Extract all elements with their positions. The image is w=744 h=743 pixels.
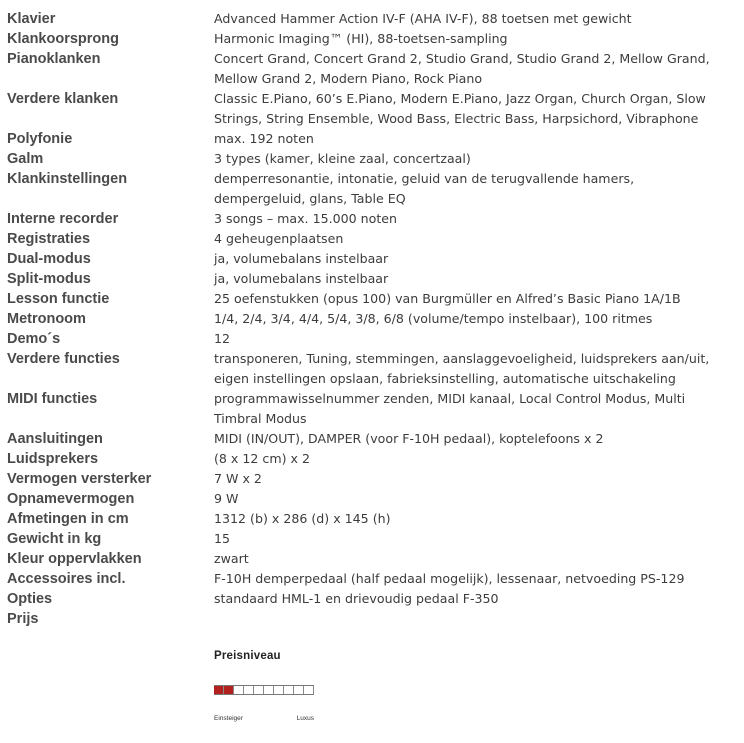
spec-value: 1/4, 2/4, 3/4, 4/4, 5/4, 3/8, 6/8 (volume/tempo instelbaar), 100 ritmes — [214, 311, 653, 326]
price-level-bar — [214, 685, 314, 695]
spec-label: Interne recorder — [7, 211, 119, 227]
spec-row — [7, 349, 739, 389]
spec-row-price — [7, 609, 739, 722]
spec-label: Registraties — [7, 231, 91, 247]
spec-label: Klankinstellingen — [7, 171, 128, 187]
spec-row — [7, 509, 739, 529]
spec-value: 15 — [214, 531, 231, 546]
spec-value: zwart — [214, 551, 249, 566]
spec-label: Opties — [7, 591, 53, 607]
spec-label: Gewicht in kg — [7, 531, 102, 547]
spec-label: Split-modus — [7, 271, 91, 287]
spec-value: 12 — [214, 331, 231, 346]
price-scale-high: Luxus — [296, 715, 314, 722]
spec-row — [7, 569, 739, 589]
spec-label: Dual-modus — [7, 251, 91, 267]
price-scale-low: Einsteiger — [214, 715, 243, 722]
spec-value: 3 types (kamer, kleine zaal, concertzaal) — [214, 151, 471, 166]
spec-value: transponeren, Tuning, stemmingen, aanslaggevoeligheid, luidsprekers aan/uit, eigen instellingen opslaan, fabrieksinstelling, automatische uitschakeling — [214, 351, 710, 386]
spec-value-price — [214, 609, 739, 722]
spec-row — [7, 209, 739, 229]
spec-label: Kleur oppervlakken — [7, 551, 142, 567]
spec-value: 3 songs – max. 15.000 noten — [214, 211, 397, 226]
spec-row — [7, 49, 739, 89]
spec-value: MIDI (IN/OUT), DAMPER (voor F-10H pedaal), koptelefoons x 2 — [214, 431, 604, 446]
spec-row — [7, 589, 739, 609]
spec-label: Pianoklanken — [7, 51, 101, 67]
spec-label: Afmetingen in cm — [7, 511, 129, 527]
spec-value: Harmonic Imaging™ (HI), 88-toetsen-sampling — [214, 31, 508, 46]
spec-row — [7, 89, 739, 129]
spec-row — [7, 129, 739, 149]
spec-value: 7 W x 2 — [214, 471, 262, 486]
spec-label: Luidsprekers — [7, 451, 99, 467]
spec-row — [7, 229, 739, 249]
spec-value: 4 geheugenplaatsen — [214, 231, 344, 246]
spec-value: 9 W — [214, 491, 239, 506]
spec-value: (8 x 12 cm) x 2 — [214, 451, 310, 466]
spec-value: programmawisselnummer zenden, MIDI kanaal, Local Control Modus, Multi Timbral Modus — [214, 391, 686, 426]
spec-value: max. 192 noten — [214, 131, 314, 146]
spec-table — [7, 9, 739, 722]
spec-label: Demo´s — [7, 331, 61, 347]
spec-label: Opnamevermogen — [7, 491, 135, 507]
spec-row — [7, 149, 739, 169]
price-level-widget — [214, 630, 314, 722]
spec-row — [7, 169, 739, 209]
spec-label: Galm — [7, 151, 44, 167]
spec-row — [7, 389, 739, 429]
spec-row — [7, 489, 739, 509]
spec-row — [7, 329, 739, 349]
spec-label: Verdere functies — [7, 351, 120, 367]
spec-row — [7, 449, 739, 469]
spec-value: Concert Grand, Concert Grand 2, Studio Grand, Studio Grand 2, Mellow Grand, Mellow Grand 2, Modern Piano, Rock Piano — [214, 51, 710, 86]
price-level-ticks — [214, 686, 314, 694]
spec-row — [7, 529, 739, 549]
spec-value: standaard HML-1 en drievoudig pedaal F-350 — [214, 591, 499, 606]
spec-label: Polyfonie — [7, 131, 73, 147]
spec-label: Klankoorsprong — [7, 31, 119, 47]
spec-value: 1312 (b) x 286 (d) x 145 (h) — [214, 511, 391, 526]
spec-row — [7, 309, 739, 329]
spec-label: Verdere klanken — [7, 91, 119, 107]
spec-label: MIDI functies — [7, 391, 98, 407]
spec-value: Advanced Hammer Action IV-F (AHA IV-F), 88 toetsen met gewicht — [214, 11, 632, 26]
spec-value: demperresonantie, intonatie, geluid van de terugvallende hamers, dempergeluid, glans, Table EQ — [214, 171, 635, 206]
spec-row — [7, 549, 739, 569]
spec-row — [7, 469, 739, 489]
price-level-scale — [214, 715, 314, 723]
spec-label: Vermogen versterker — [7, 471, 152, 487]
spec-label: Prijs — [7, 611, 39, 627]
spec-row — [7, 289, 739, 309]
spec-value: ja, volumebalans instelbaar — [214, 271, 389, 286]
spec-row — [7, 269, 739, 289]
spec-value: F-10H demperpedaal (half pedaal mogelijk), lessenaar, netvoeding PS-129 — [214, 571, 685, 586]
price-level-title: Preisniveau — [214, 650, 281, 662]
spec-row — [7, 249, 739, 269]
spec-rows — [7, 9, 739, 609]
spec-label: Lesson functie — [7, 291, 110, 307]
spec-row — [7, 429, 739, 449]
spec-label: Accessoires incl. — [7, 571, 126, 587]
spec-value: 25 oefenstukken (opus 100) van Burgmüller en Alfred’s Basic Piano 1A/1B — [214, 291, 681, 306]
spec-row — [7, 29, 739, 49]
spec-row — [7, 9, 739, 29]
spec-value: Classic E.Piano, 60’s E.Piano, Modern E.Piano, Jazz Organ, Church Organ, Slow Strings, String Ensemble, Wood Bass, Electric Bass, Harpsichord, Vibraphone — [214, 91, 706, 126]
spec-value: ja, volumebalans instelbaar — [214, 251, 389, 266]
spec-label: Klavier — [7, 11, 56, 27]
spec-label: Metronoom — [7, 311, 86, 327]
spec-label: Aansluitingen — [7, 431, 103, 447]
